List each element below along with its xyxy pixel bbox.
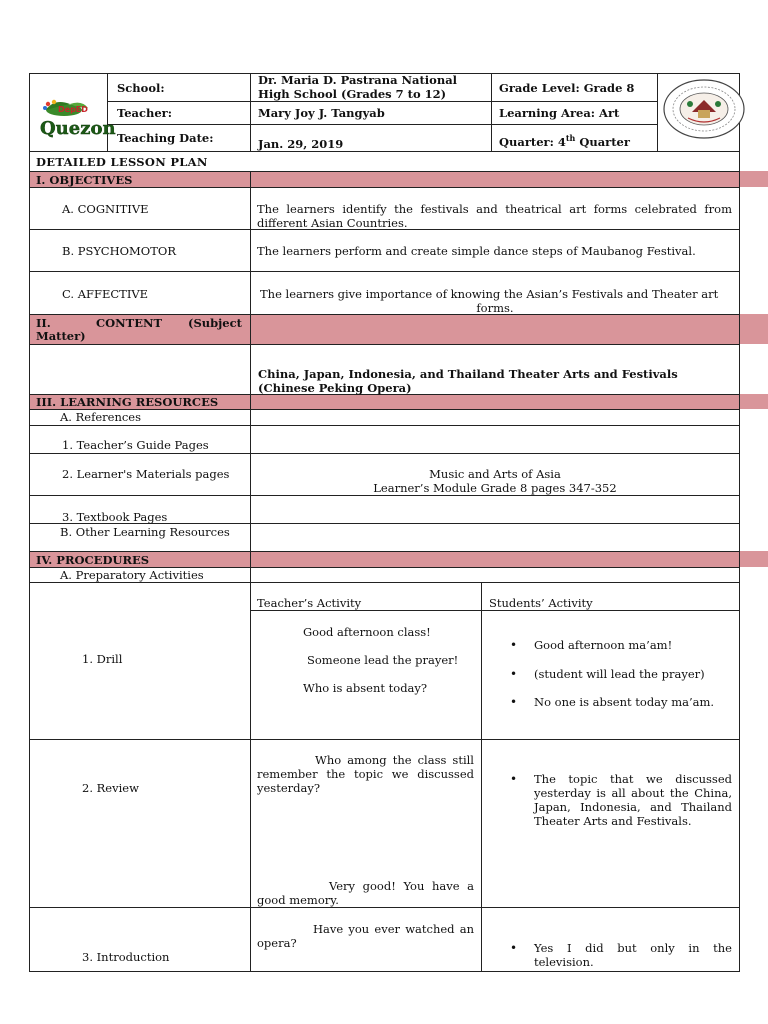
introduction-label: 3. Introduction	[82, 950, 170, 964]
school-label: School:	[117, 81, 165, 95]
resources-heading: III. LEARNING RESOURCES	[36, 395, 219, 409]
objectives-heading: I. OBJECTIVES	[36, 173, 133, 187]
teacher-label: Teacher:	[117, 106, 172, 120]
content-heading-b: CONTENT	[96, 316, 163, 330]
quarter: Quarter: 4th Quarter	[499, 133, 630, 149]
intro-student: • Yes I did but only in the television.	[534, 941, 732, 969]
drill-student-3: • No one is absent today ma’am.	[534, 695, 714, 709]
date-value: Jan. 29, 2019	[258, 137, 344, 151]
other-resources: B. Other Learning Resources	[60, 525, 230, 539]
textbook-pages: 3. Textbook Pages	[62, 510, 168, 524]
logo-quezon-text: Quezon	[40, 118, 116, 139]
deped-quezon-logo	[36, 96, 116, 142]
drill-teacher-1: Good afternoon class!	[303, 625, 431, 639]
psychomotor-label: B. PSYCHOMOTOR	[62, 244, 176, 258]
grade-level: Grade Level: Grade 8	[499, 81, 635, 95]
school-value-line1: Dr. Maria D. Pastrana National	[258, 73, 458, 87]
cognitive-text: The learners identify the festivals and theatrical art forms celebrated from different Asian Countries.	[257, 202, 732, 230]
psychomotor-text: The learners perform and create simple dance steps of Maubanog Festival.	[257, 244, 696, 258]
preparatory-activities: A. Preparatory Activities	[60, 568, 204, 582]
teacher-activity-header: Teacher’s Activity	[257, 596, 362, 610]
subject-line1: China, Japan, Indonesia, and Thailand Theater Arts and Festivals	[258, 367, 678, 381]
content-heading-a: II.	[36, 316, 51, 330]
school-value-line2: High School (Grades 7 to 12)	[258, 87, 447, 101]
affective-text-line2: forms.	[476, 301, 514, 315]
review-label: 2. Review	[82, 781, 139, 795]
learners-materials: 2. Learner's Materials pages	[62, 467, 230, 481]
affective-label: C. AFFECTIVE	[62, 287, 149, 301]
lm-value-line2: Learner’s Module Grade 8 pages 347-352	[373, 481, 617, 495]
procedures-heading: IV. PROCEDURES	[36, 553, 150, 567]
review-teacher-end: Very good! You have a good memory.	[257, 879, 474, 907]
logo-deped-text: DepED	[58, 105, 88, 114]
drill-label: 1. Drill	[82, 652, 123, 666]
references: A. References	[60, 410, 141, 424]
date-label: Teaching Date:	[117, 131, 214, 145]
lm-value-line1: Music and Arts of Asia	[429, 467, 561, 481]
content-heading-line2: Matter)	[36, 329, 86, 343]
drill-student-1: • Good afternoon ma’am!	[534, 638, 672, 652]
teachers-guide: 1. Teacher’s Guide Pages	[62, 438, 209, 452]
teacher-value: Mary Joy J. Tangyab	[258, 106, 385, 120]
content-heading-c: (Subject	[188, 316, 242, 330]
drill-student-2: • (student will lead the prayer)	[534, 667, 705, 681]
subject-line2: (Chinese Peking Opera)	[258, 381, 412, 395]
review-teacher-question: Who among the class still remember the topic we discussed yesterday?	[257, 753, 474, 795]
learning-area: Learning Area: Art	[499, 106, 620, 120]
drill-teacher-2: Someone lead the prayer!	[307, 653, 459, 667]
objectives-band	[29, 171, 768, 187]
intro-teacher: Have you ever watched an opera?	[257, 922, 474, 950]
drill-teacher-3: Who is absent today?	[303, 681, 428, 695]
school-seal-logo	[662, 78, 746, 140]
plan-title: DETAILED LESSON PLAN	[36, 155, 208, 169]
cognitive-label: A. COGNITIVE	[62, 202, 149, 216]
review-student: • The topic that we discussed yesterday is all about the China, Japan, Indonesia, and Thailand Theater Arts and Festivals.	[534, 772, 732, 828]
student-activity-header: Students’ Activity	[489, 596, 593, 610]
affective-text-line1: The learners give importance of knowing the Asian’s Festivals and Theater art	[260, 287, 719, 301]
